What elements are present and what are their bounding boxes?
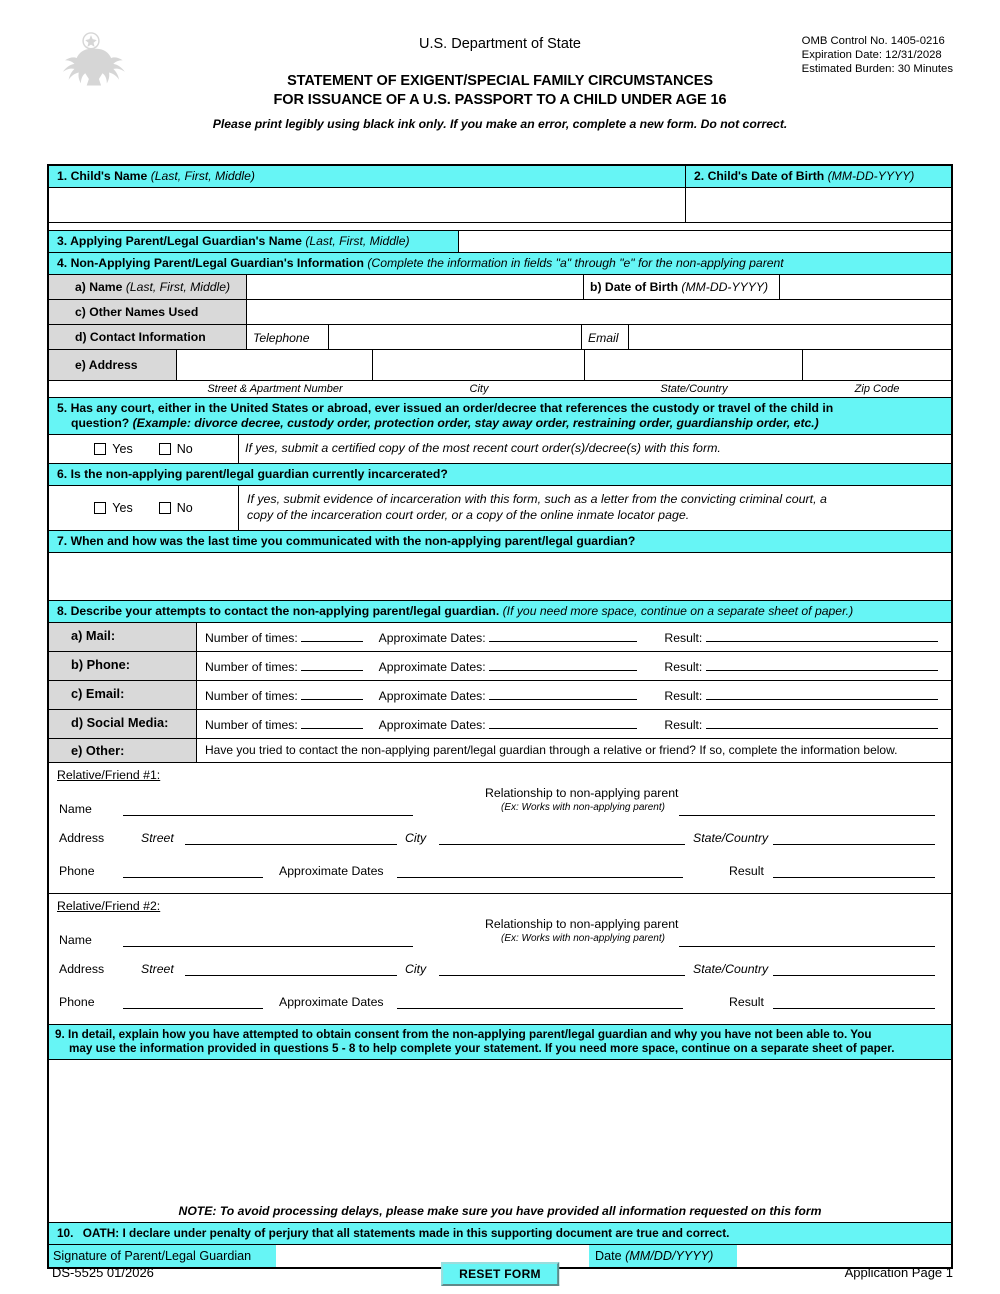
date-hint: (MM/DD/YYYY): [625, 1249, 714, 1263]
q4a-label-text: a) Name: [75, 280, 123, 294]
relative-1-state-input[interactable]: [773, 831, 935, 845]
q4e-city-input[interactable]: [373, 350, 585, 380]
q8c-times-input[interactable]: [301, 687, 363, 700]
form-title-line-2: FOR ISSUANCE OF A U.S. PASSPORT TO A CHILD UNDER AGE 16: [273, 92, 727, 108]
row-q8c: [49, 680, 951, 709]
q4a-name-input[interactable]: [247, 275, 584, 299]
q8b-dates-input[interactable]: [489, 658, 637, 671]
row-q5-answer: [49, 434, 951, 463]
q5-note: If yes, submit a certified copy of the most recent court order(s)/decree(s) with this form.: [245, 441, 721, 455]
q10-text: OATH: I declare under penalty of perjury that all statements made in this supporting document are true and correct.: [82, 1226, 730, 1240]
relative-1-address-label: Address: [59, 831, 105, 845]
q5-line-2: [57, 416, 943, 431]
q4e-street-input[interactable]: [177, 350, 373, 380]
relative-2-relationship-example: (Ex: Works with non-applying parent): [501, 933, 665, 944]
relative-2-relationship-label: Relationship to non-applying parent: [485, 917, 679, 931]
row-q3: [49, 230, 951, 252]
q6-yes-option[interactable]: [94, 501, 132, 515]
q6-no-label: No: [176, 501, 193, 515]
q7-text: When and how was the last time you communicated with the non-applying parent/legal guardian?: [70, 534, 636, 548]
relative-2-street-label: Street: [141, 962, 174, 976]
q8a-result-label: Result:: [664, 631, 703, 645]
q8a-result-input[interactable]: [706, 629, 938, 642]
q8e-label: e) Other:: [49, 739, 197, 762]
q8b-times-input[interactable]: [301, 658, 363, 671]
q3-applying-parent-name-input[interactable]: [459, 231, 951, 252]
q2-label: Child's Date of Birth: [707, 169, 825, 183]
q5-no-label: No: [176, 442, 193, 456]
q5-yes-option[interactable]: [94, 442, 132, 456]
q8a-dates-label: Approximate Dates:: [378, 631, 486, 645]
q6-yes-label: Yes: [112, 501, 133, 515]
row-q7-header: [49, 530, 951, 552]
omb-control-number: OMB Control No. 1405-0216: [801, 35, 945, 47]
q4d-contact-label: d) Contact Information: [49, 325, 247, 349]
document-id: DS-5525 01/2026: [52, 1265, 154, 1280]
q10-header: [49, 1223, 951, 1244]
q4-label: Non-Applying Parent/Legal Guardian's Information: [70, 256, 364, 270]
q8c-fields: [197, 681, 951, 709]
q4e-address-label: e) Address: [49, 350, 177, 380]
q8b-label: b) Phone:: [49, 652, 197, 680]
q5-header: [49, 398, 951, 434]
q5-text-2: question?: [71, 416, 130, 430]
q8-text: Describe your attempts to contact the non-applying parent/legal guardian.: [70, 604, 500, 618]
relative-1-phone-input[interactable]: [123, 864, 263, 878]
relative-1-street-label: Street: [141, 831, 174, 845]
form-title: [0, 72, 1000, 110]
q3-number: 3.: [57, 234, 68, 248]
q6-note-line-1: If yes, submit evidence of incarceration with this form, such as a letter from the convicting criminal court, a: [247, 492, 827, 506]
relative-2-street-input[interactable]: [185, 962, 397, 976]
q4c-other-names-input[interactable]: [247, 300, 951, 324]
relative-1-state-label: State/Country: [693, 831, 769, 845]
page-footer: [47, 1262, 953, 1290]
relative-2-title: Relative/Friend #2:: [57, 899, 161, 913]
q8c-label: c) Email:: [49, 681, 197, 709]
row-q4e-sublabels: [49, 380, 951, 397]
relative-1-dates-label: Approximate Dates: [279, 864, 384, 878]
q4-number: 4.: [57, 256, 68, 270]
q8c-dates-label: Approximate Dates:: [378, 689, 486, 703]
q4e-city-sublabel: City: [469, 383, 489, 395]
row-q9-header: [49, 1024, 951, 1059]
row-q4e-address: [49, 349, 951, 380]
page-number: Application Page 1: [844, 1265, 953, 1280]
relative-1-result-label: Result: [729, 864, 764, 878]
q5-line-1: [57, 401, 943, 416]
q9-answer-input[interactable]: [49, 1060, 951, 1200]
form-title-line-1: STATEMENT OF EXIGENT/SPECIAL FAMILY CIRCUMSTANCES: [287, 73, 713, 89]
q5-example: (Example: divorce decree, custody order, protection order, stay away order, restraining order, guardianship order, etc.): [132, 416, 819, 430]
q6-checkbox-group: [49, 486, 239, 530]
q1-label: Child's Name: [70, 169, 148, 183]
q8a-times-input[interactable]: [301, 629, 363, 642]
q4d-email-label: Email: [582, 325, 629, 349]
q4-hint: (Complete the information in fields "a" through "e" for the non-applying parent: [367, 256, 784, 270]
q5-text-1: Has any court, either in the United States or abroad, ever issued an order/decree that references the custody or travel of the child in: [70, 401, 834, 415]
relative-2-address-label: Address: [59, 962, 105, 976]
q8-hint: (If you need more space, continue on a separate sheet of paper.): [502, 604, 854, 618]
q2-number: 2.: [694, 169, 705, 183]
relative-1-street-input[interactable]: [185, 831, 397, 845]
q2-child-dob-input[interactable]: [686, 188, 951, 222]
q5-yes-label: Yes: [112, 442, 133, 456]
relative-2-result-input[interactable]: [773, 995, 935, 1009]
q6-number: 6.: [57, 467, 68, 481]
q8c-times-label: Number of times:: [205, 689, 298, 703]
relative-1-name-input[interactable]: [123, 802, 413, 816]
q8e-text: Have you tried to contact the non-applying parent/legal guardian through a relative or friend? If so, complete the information below.: [205, 743, 898, 757]
relative-2-dates-label: Approximate Dates: [279, 995, 384, 1009]
q3-label: Applying Parent/Legal Guardian's Name: [70, 234, 302, 248]
relative-1-block: [49, 763, 951, 893]
reset-form-button[interactable]: RESET FORM: [441, 1262, 559, 1286]
row-q4a-q4b: [49, 274, 951, 299]
relative-2-state-label: State/Country: [693, 962, 769, 976]
relative-2-phone-label: Phone: [59, 995, 95, 1009]
department-name: U.S. Department of State: [419, 36, 581, 52]
q8a-dates-input[interactable]: [489, 629, 637, 642]
signature-label: Signature of Parent/Legal Guardian: [49, 1245, 276, 1267]
row-relative-2: [49, 893, 951, 1024]
q1-header: [49, 166, 686, 187]
relative-1-result-input[interactable]: [773, 864, 935, 878]
omb-block: [802, 34, 953, 77]
q3-header: [49, 231, 459, 252]
relative-2-relationship-input[interactable]: [679, 933, 935, 947]
relative-2-city-label: City: [405, 962, 427, 976]
q4-header: [49, 253, 951, 274]
q1-child-name-input[interactable]: [49, 188, 686, 222]
q8d-times-label: Number of times:: [205, 718, 298, 732]
relative-1-city-label: City: [405, 831, 427, 845]
q9-header: [49, 1025, 951, 1059]
relative-1-city-input[interactable]: [439, 831, 685, 845]
q9-number: 9.: [55, 1028, 65, 1041]
row-q4-header: [49, 252, 951, 274]
page-header: [0, 0, 1000, 148]
row-q6-answer: [49, 485, 951, 530]
q5-no-checkbox[interactable]: [159, 443, 171, 455]
q6-yes-checkbox[interactable]: [94, 502, 106, 514]
q4e-state-input[interactable]: [585, 350, 803, 380]
q5-checkbox-group: [49, 435, 239, 463]
q4a-hint: (Last, First, Middle): [125, 280, 231, 294]
row-relative-1: [49, 762, 951, 893]
q4b-label-text: b) Date of Birth: [590, 280, 679, 294]
q4e-zip-sublabel: Zip Code: [854, 383, 900, 395]
q6-no-checkbox[interactable]: [159, 502, 171, 514]
q4e-zip-input[interactable]: [803, 350, 951, 380]
q8d-result-label: Result:: [664, 718, 703, 732]
q8a-label: a) Mail:: [49, 623, 197, 651]
print-instruction: Please print legibly using black ink only. If you make an error, complete a new form. Do not correct.: [212, 117, 788, 131]
q8d-fields: [197, 710, 951, 738]
q2-header: [686, 166, 951, 187]
relative-2-block: [49, 894, 951, 1024]
q9-line-1: [55, 1028, 945, 1042]
q7-number: 7.: [57, 534, 68, 548]
row-q8a: [49, 622, 951, 651]
row-note-bar: [49, 1200, 951, 1222]
omb-expiration-date: Expiration Date: 12/31/2028: [801, 49, 942, 62]
q6-note-line-2: copy of the incarceration court order, or a copy of the online inmate locator page.: [247, 508, 690, 522]
q2-hint: (MM-DD-YYYY): [827, 169, 915, 183]
q5-yes-checkbox[interactable]: [94, 443, 106, 455]
relative-1-relationship-example: (Ex: Works with non-applying parent): [501, 802, 665, 813]
q8d-label: d) Social Media:: [49, 710, 197, 738]
row-q8d: [49, 709, 951, 738]
q5-number: 5.: [57, 401, 68, 415]
row-q4d: [49, 324, 951, 349]
q8c-dates-input[interactable]: [489, 687, 637, 700]
form-body: [47, 164, 953, 1269]
q8c-result-label: Result:: [664, 689, 703, 703]
q8b-result-input[interactable]: [706, 658, 938, 671]
q6-no-option[interactable]: [159, 501, 193, 515]
relative-1-dates-input[interactable]: [397, 864, 683, 878]
q4d-email-input[interactable]: [629, 325, 951, 349]
row-q1-q2-header: [49, 166, 951, 187]
relative-2-state-input[interactable]: [773, 962, 935, 976]
row-q7-answer: [49, 552, 951, 600]
q7-header: [49, 531, 951, 552]
q8c-result-input[interactable]: [706, 687, 938, 700]
q1-hint: (Last, First, Middle): [150, 169, 255, 183]
q8b-dates-label: Approximate Dates:: [378, 660, 486, 674]
relative-1-title: Relative/Friend #1:: [57, 768, 161, 782]
q6-header: [49, 464, 951, 485]
q4d-telephone-input[interactable]: [329, 325, 582, 349]
q6-text: Is the non-applying parent/legal guardian currently incarcerated?: [70, 467, 448, 481]
row-q8-header: [49, 600, 951, 622]
q4e-street-sublabel: Street & Apartment Number: [207, 383, 343, 395]
q8a-fields: [197, 623, 951, 651]
relative-2-result-label: Result: [729, 995, 764, 1009]
relative-2-name-input[interactable]: [123, 933, 413, 947]
q9-line-2: may use the information provided in questions 5 - 8 to help complete your statement. If you need more space, continue on a separate sheet of paper.: [69, 1042, 895, 1055]
row-q1-q2-input: [49, 187, 951, 222]
row-q6-header: [49, 463, 951, 485]
q6-note: [239, 486, 951, 530]
relative-2-phone-input[interactable]: [123, 995, 263, 1009]
row-q5-header: [49, 397, 951, 434]
q8d-dates-input[interactable]: [489, 716, 637, 729]
relative-2-dates-input[interactable]: [397, 995, 683, 1009]
q8d-result-input[interactable]: [706, 716, 938, 729]
relative-2-name-label: Name: [59, 933, 92, 947]
relative-2-city-input[interactable]: [439, 962, 685, 976]
q4b-hint: (MM-DD-YYYY): [681, 280, 769, 294]
q8d-dates-label: Approximate Dates:: [378, 718, 486, 732]
relative-1-phone-label: Phone: [59, 864, 95, 878]
q8-number: 8.: [57, 604, 68, 618]
q8b-fields: [197, 652, 951, 680]
q4b-dob-label: [584, 275, 780, 299]
row-q8e: [49, 738, 951, 762]
date-label-text: Date: [595, 1249, 622, 1263]
relative-1-relationship-input[interactable]: [679, 802, 935, 816]
q5-no-option[interactable]: [159, 442, 193, 456]
q8b-result-label: Result:: [664, 660, 703, 674]
q8d-times-input[interactable]: [301, 716, 363, 729]
section-gap-1: [49, 222, 951, 230]
q3-hint: (Last, First, Middle): [305, 234, 410, 248]
q8a-times-label: Number of times:: [205, 631, 298, 645]
q8-header: [49, 601, 951, 622]
q1-number: 1.: [57, 169, 68, 183]
q4d-telephone-label: Telephone: [247, 325, 329, 349]
q7-answer-input[interactable]: [49, 553, 951, 600]
relative-1-relationship-label: Relationship to non-applying parent: [485, 786, 679, 800]
row-q4c: [49, 299, 951, 324]
q8b-times-label: Number of times:: [205, 660, 298, 674]
q4a-name-label: [49, 275, 247, 299]
note-text: NOTE: To avoid processing delays, please make sure you have provided all information requested on this form: [178, 1204, 822, 1218]
row-q8b: [49, 651, 951, 680]
q9-text-1: In detail, explain how you have attempted to obtain consent from the non-applying parent/legal guardian and why you have not been able to. You: [68, 1028, 872, 1041]
relative-1-name-label: Name: [59, 802, 92, 816]
q4c-other-names-label: c) Other Names Used: [49, 300, 247, 324]
q4e-state-sublabel: State/Country: [660, 383, 728, 395]
row-q10-header: [49, 1222, 951, 1244]
q4b-dob-input[interactable]: [780, 275, 951, 299]
omb-estimated-burden: Estimated Burden: 30 Minutes: [801, 63, 953, 76]
row-q9-answer: [49, 1059, 951, 1200]
q10-number: 10.: [57, 1226, 74, 1240]
